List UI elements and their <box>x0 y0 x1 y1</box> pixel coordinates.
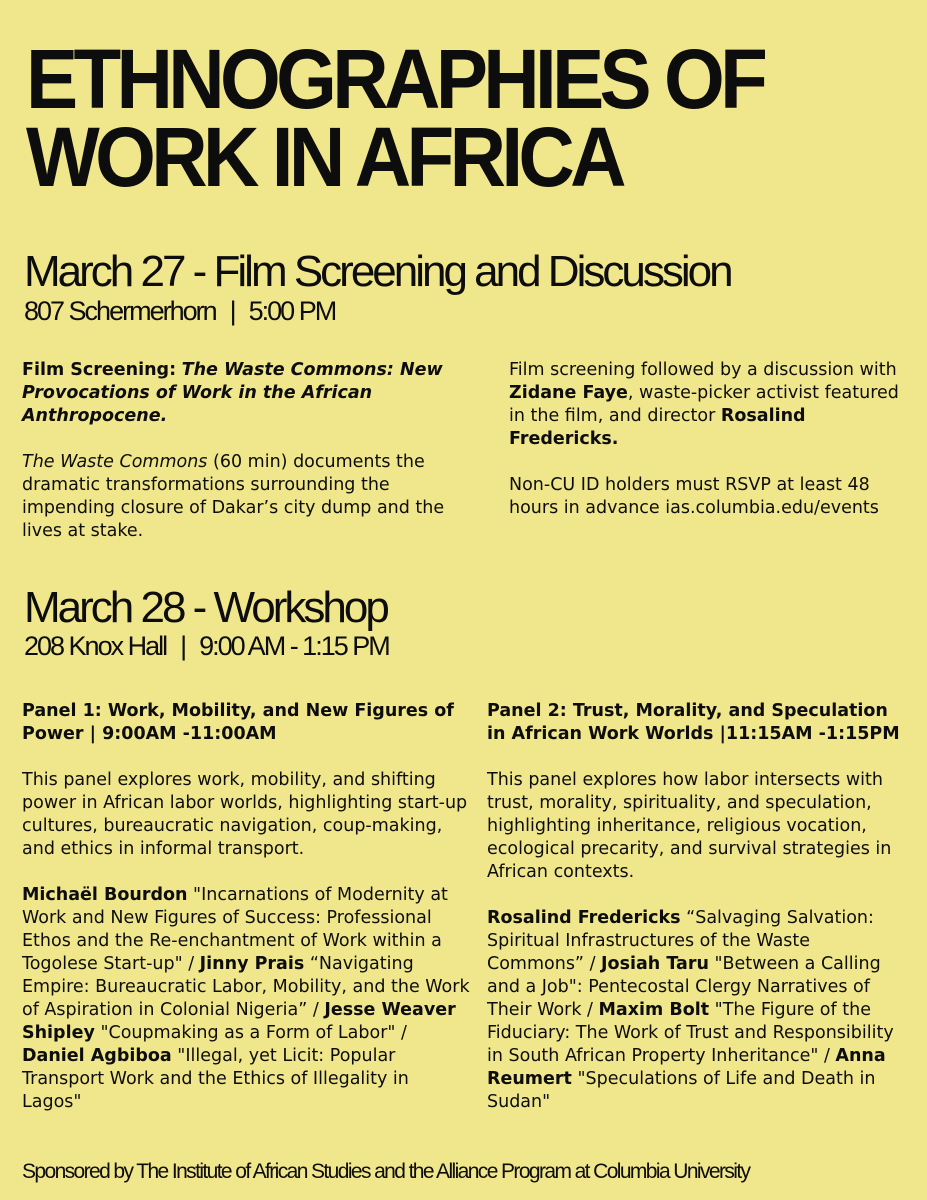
panel2-title: Panel 2: Trust, Morality, and Speculation in African Work Worlds |11:15AM -1:15PM <box>487 701 900 744</box>
title-line-1: ETHNOGRAPHIES OF <box>26 32 764 126</box>
event1-separator: | <box>229 296 235 326</box>
discussion-text <box>509 359 914 451</box>
event1-time: 5:00 PM <box>248 296 336 326</box>
speaker-name: Jinny Prais <box>199 954 305 974</box>
panel1-description: This panel explores work, mobility, and shifting power in African labor worlds, highlighting start-up cultures, bureaucratic navigation, coup-making, and ethics in informal transport. <box>22 770 468 859</box>
event2-location: 208 Knox Hall <box>24 631 167 661</box>
talk-title: "Speculations of Life and Death in Sudan" <box>487 1069 876 1112</box>
panel1-title: Panel 1: Work, Mobility, and New Figures of Power | 9:00AM -11:00AM <box>22 701 454 744</box>
speaker-name: Daniel Agbiboa <box>22 1046 172 1066</box>
event1-right-column <box>509 359 914 543</box>
film-screening-title <box>22 359 467 428</box>
film-description <box>22 451 467 543</box>
talk-title: “Salvaging Salvation: Spiritual Infrastructures of the Waste Commons” / <box>487 908 874 974</box>
talk-title: "Between a Calling and a Job": Pentecostal Clergy Narratives of Their Work / <box>487 954 881 1020</box>
speaker-name: Anna Reumert <box>487 1046 886 1089</box>
panel2-talks <box>487 907 912 1114</box>
sponsor-footer: Sponsored by The Institute of African Studies and the Alliance Program at Columbia University <box>22 1160 750 1183</box>
talk-title: "Incarnations of Modernity at Work and New Figures of Success: Professional Ethos and the Re-enchantment of Work within a Togolese Start-up" / <box>22 885 448 974</box>
title-line-2: WORK IN AFRICA <box>26 110 622 204</box>
speaker-name: Maxim Bolt <box>598 1000 710 1020</box>
guest-name: Zidane Faye <box>509 383 628 403</box>
panel2-column <box>487 700 912 1137</box>
director-name: Rosalind Fredericks. <box>509 406 806 449</box>
talk-title: "The Figure of the Fiduciary: The Work of Trust and Responsibility in South African Property Inheritance" / <box>487 1000 894 1066</box>
poster-title <box>26 32 844 204</box>
speaker-name: Jesse Weaver Shipley <box>22 1000 456 1043</box>
event2-details <box>24 631 389 661</box>
discussion-intro: Film screening followed by a discussion with <box>509 360 897 380</box>
event2-separator: | <box>180 631 186 661</box>
panel1-talks <box>22 884 470 1114</box>
film-desc-text: (60 min) documents the dramatic transformations surrounding the impending closure of Dakar’s city dump and the lives at stake. <box>22 452 445 541</box>
speaker-name: Michaël Bourdon <box>22 885 188 905</box>
film-title: The Waste Commons: New Provocations of Work in the African Anthropocene. <box>22 360 443 426</box>
speaker-name: Josiah Taru <box>601 954 709 974</box>
talk-title: "Coupmaking as a Form of Labor" / <box>94 1023 407 1043</box>
talk-title: “Navigating Empire: Bureaucratic Labor, Mobility, and the Work of Aspiration in Colonial Nigeria” / <box>22 954 470 1020</box>
event2-heading: March 28 - Workshop <box>24 583 387 632</box>
film-screening-label: Film Screening: <box>22 360 177 380</box>
panel2-description: This panel explores how labor intersects with trust, morality, spirituality, and speculation, highlighting inheritance, religious vocation, ecological precarity, and survival strategies in African contexts. <box>487 770 892 882</box>
film-name: The Waste Commons <box>22 452 208 472</box>
speaker-name: Rosalind Fredericks <box>487 908 681 928</box>
event1-heading: March 27 - Film Screening and Discussion <box>24 247 731 296</box>
rsvp-text: Non-CU ID holders must RSVP at least 48 hours in advance ias.columbia.edu/events <box>509 475 879 518</box>
discussion-middle: , waste-picker activist featured in the film, and director <box>509 383 899 426</box>
event1-left-column <box>22 359 467 566</box>
talk-title: "Illegal, yet Licit: Popular Transport Work and the Ethics of Illegality in Lagos" <box>22 1046 409 1112</box>
event1-details <box>24 296 335 326</box>
event1-location: 807 Schermerhorn <box>24 296 216 326</box>
event2-time: 9:00 AM - 1:15 PM <box>199 631 389 661</box>
panel1-column <box>22 700 470 1137</box>
